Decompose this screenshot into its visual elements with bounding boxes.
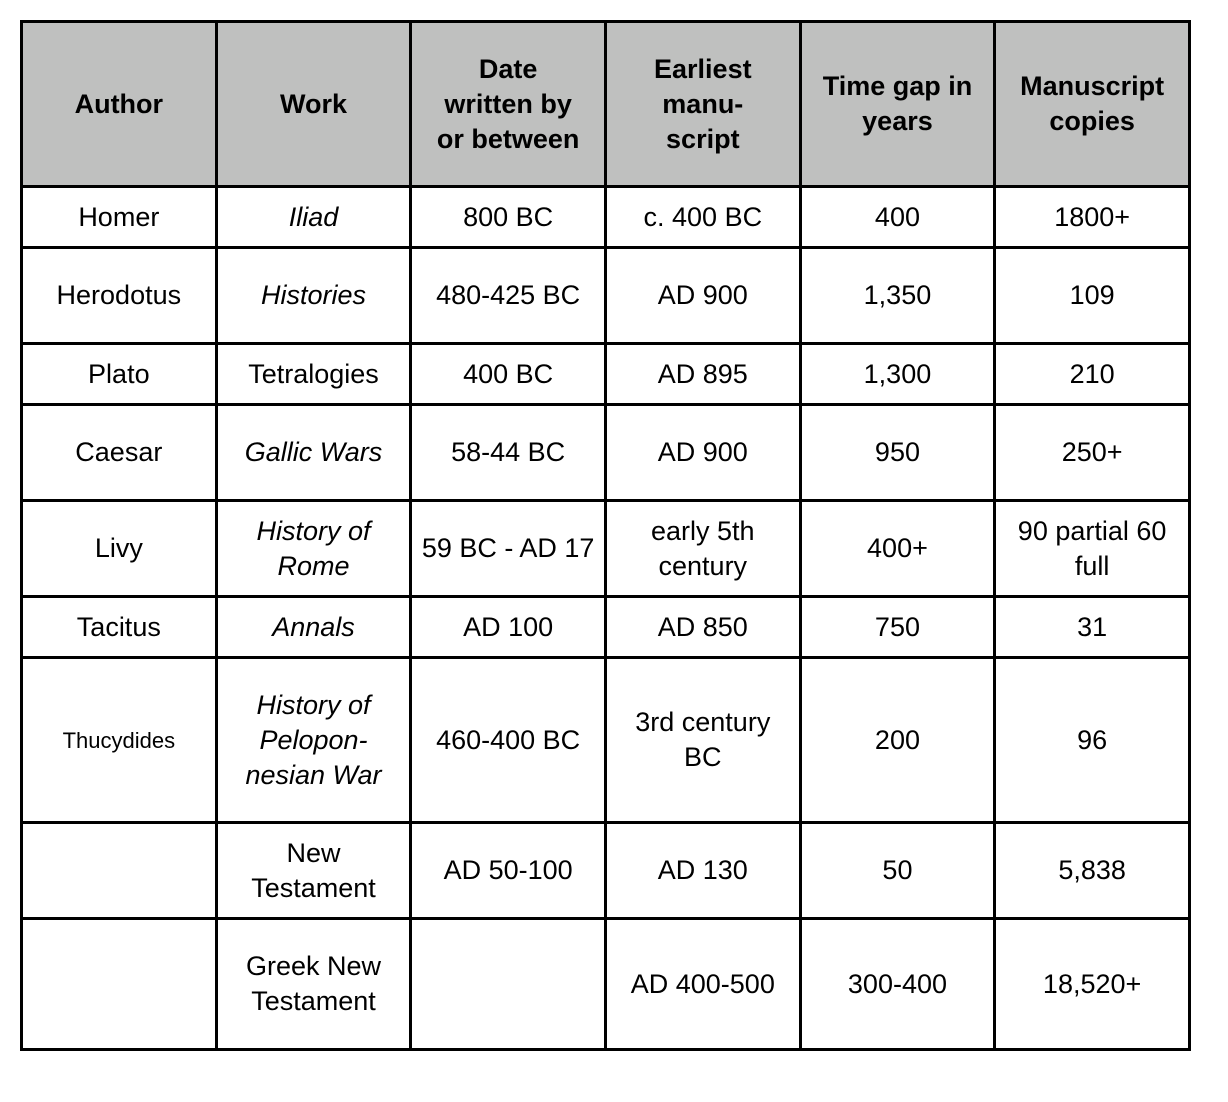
cell-gap: 400 <box>800 187 995 248</box>
table-row <box>22 187 1190 248</box>
cell-copies: 18,520+ <box>995 919 1190 1050</box>
cell-date <box>411 919 606 1050</box>
cell-earliest: AD 900 <box>605 405 800 501</box>
cell-date: 400 BC <box>411 344 606 405</box>
cell-earliest: AD 850 <box>605 597 800 658</box>
cell-earliest: AD 130 <box>605 823 800 919</box>
table-row <box>22 405 1190 501</box>
cell-date: 800 BC <box>411 187 606 248</box>
table-row <box>22 597 1190 658</box>
cell-date: AD 50-100 <box>411 823 606 919</box>
header-time-gap: Time gap in years <box>800 22 995 187</box>
cell-copies: 31 <box>995 597 1190 658</box>
cell-author: Thucydides <box>22 658 217 823</box>
cell-author: Herodotus <box>22 248 217 344</box>
cell-work: Tetralogies <box>216 344 411 405</box>
header-earliest-manuscript: Earliest manu- script <box>605 22 800 187</box>
cell-gap: 400+ <box>800 501 995 597</box>
cell-copies: 1800+ <box>995 187 1190 248</box>
cell-copies: 210 <box>995 344 1190 405</box>
cell-work: Histories <box>216 248 411 344</box>
cell-gap: 950 <box>800 405 995 501</box>
table-row <box>22 658 1190 823</box>
cell-earliest: early 5th century <box>605 501 800 597</box>
cell-earliest: AD 895 <box>605 344 800 405</box>
cell-date: 58-44 BC <box>411 405 606 501</box>
cell-gap: 1,300 <box>800 344 995 405</box>
cell-author: Tacitus <box>22 597 217 658</box>
cell-work: History of Rome <box>216 501 411 597</box>
table-row <box>22 344 1190 405</box>
header-work: Work <box>216 22 411 187</box>
table-row <box>22 248 1190 344</box>
cell-work: New Testament <box>216 823 411 919</box>
cell-author: Homer <box>22 187 217 248</box>
table-row <box>22 501 1190 597</box>
cell-earliest: AD 400-500 <box>605 919 800 1050</box>
cell-earliest: 3rd century BC <box>605 658 800 823</box>
cell-author: Caesar <box>22 405 217 501</box>
cell-gap: 200 <box>800 658 995 823</box>
header-manuscript-copies: Manuscript copies <box>995 22 1190 187</box>
cell-work: Greek New Testament <box>216 919 411 1050</box>
cell-gap: 1,350 <box>800 248 995 344</box>
cell-copies: 96 <box>995 658 1190 823</box>
cell-author: Plato <box>22 344 217 405</box>
header-date-written: Date written by or between <box>411 22 606 187</box>
table-row <box>22 823 1190 919</box>
cell-work: History of Pelopon-nesian War <box>216 658 411 823</box>
header-author: Author <box>22 22 217 187</box>
cell-work: Gallic Wars <box>216 405 411 501</box>
manuscript-comparison-table <box>20 20 1191 1051</box>
cell-copies: 250+ <box>995 405 1190 501</box>
cell-gap: 750 <box>800 597 995 658</box>
cell-author <box>22 919 217 1050</box>
cell-copies: 90 partial 60 full <box>995 501 1190 597</box>
cell-date: 480-425 BC <box>411 248 606 344</box>
cell-date: 460-400 BC <box>411 658 606 823</box>
cell-copies: 109 <box>995 248 1190 344</box>
cell-earliest: AD 900 <box>605 248 800 344</box>
cell-date: 59 BC - AD 17 <box>411 501 606 597</box>
cell-date: AD 100 <box>411 597 606 658</box>
cell-author <box>22 823 217 919</box>
cell-gap: 300-400 <box>800 919 995 1050</box>
cell-gap: 50 <box>800 823 995 919</box>
cell-earliest: c. 400 BC <box>605 187 800 248</box>
cell-copies: 5,838 <box>995 823 1190 919</box>
cell-work: Annals <box>216 597 411 658</box>
table-row <box>22 919 1190 1050</box>
cell-author: Livy <box>22 501 217 597</box>
cell-work: Iliad <box>216 187 411 248</box>
header-row <box>22 22 1190 187</box>
